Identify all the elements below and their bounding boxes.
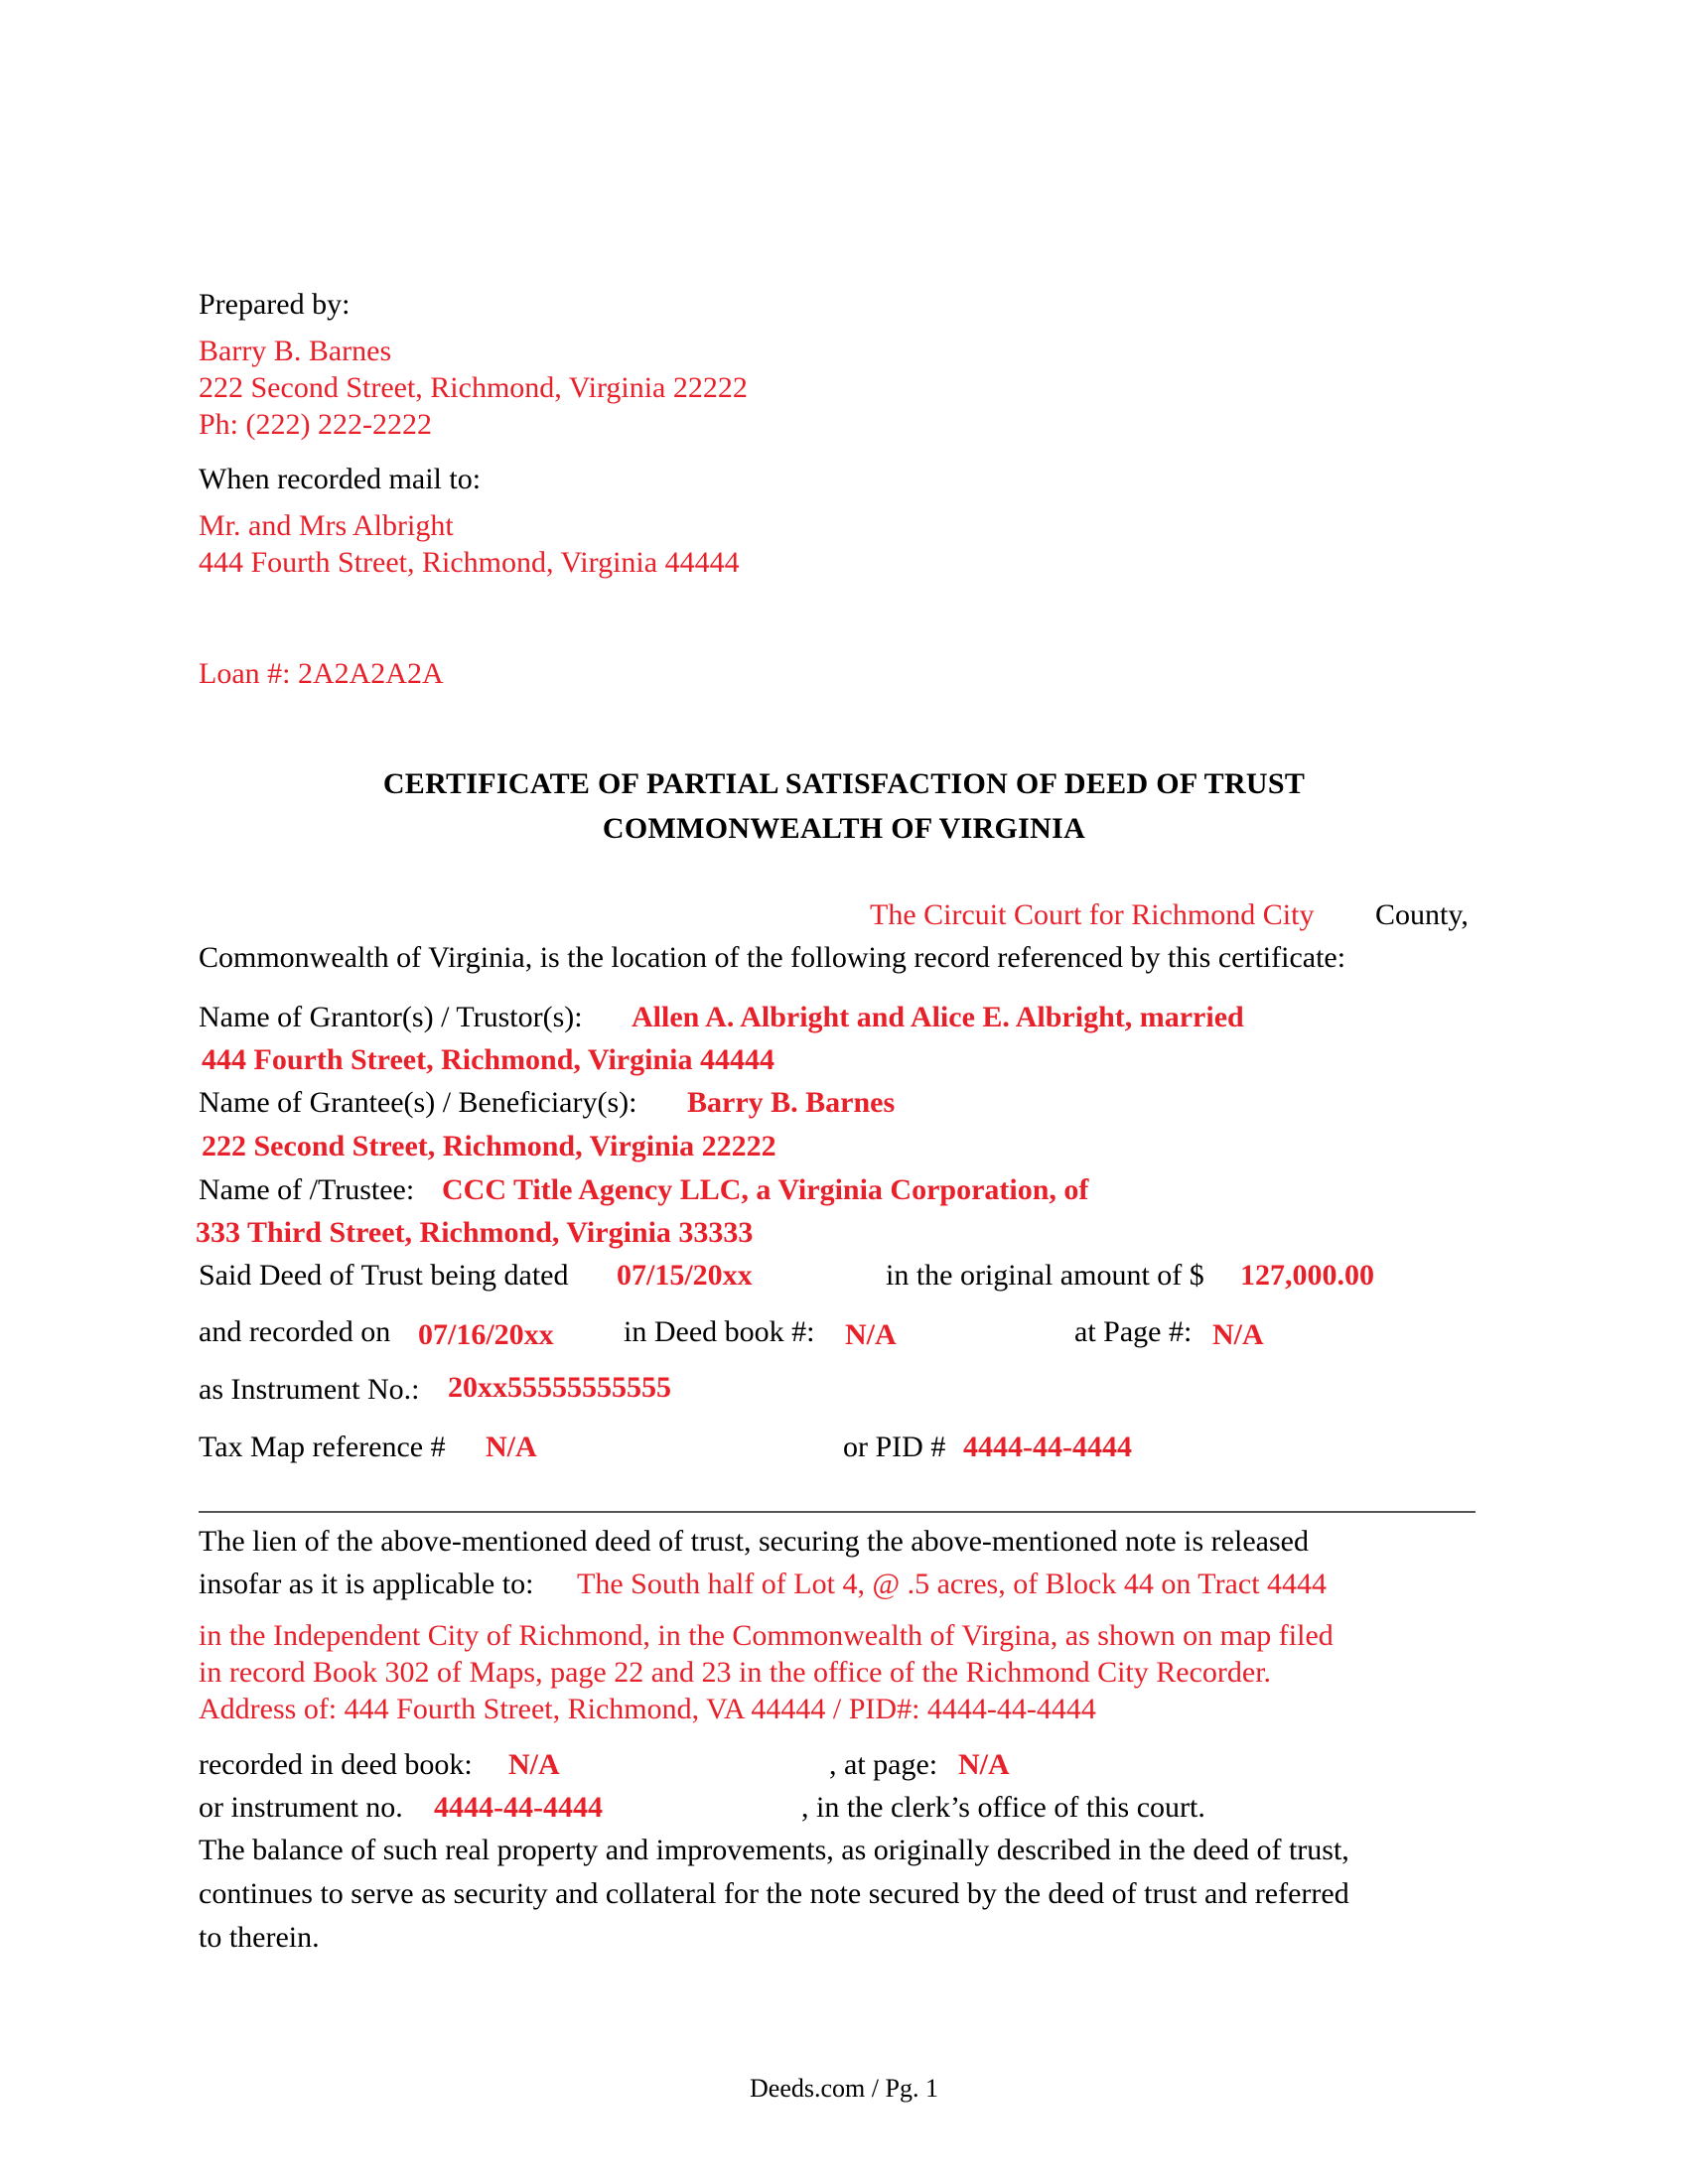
mail-to-label: When recorded mail to: xyxy=(199,463,482,495)
recorded-on-label: and recorded on xyxy=(199,1315,391,1348)
lien-applicable-value: The South half of Lot 4, @ .5 acres, of Block 44 on Tract 4444 xyxy=(577,1568,1328,1600)
clerk-office-text: , in the clerk’s office of this court. xyxy=(801,1791,1205,1824)
instrument-value: 20xx55555555555 xyxy=(448,1371,671,1404)
balance-line-2: continues to serve as security and collateral for the note secured by the deed of trust and referred xyxy=(199,1877,1349,1910)
lien-line-1: The lien of the above-mentioned deed of trust, securing the above-mentioned note is released xyxy=(199,1525,1309,1558)
recorded-instrument-value: 4444-44-4444 xyxy=(434,1791,603,1824)
deed-book-value: N/A xyxy=(845,1318,897,1351)
pid-label: or PID # xyxy=(843,1431,946,1463)
recorded-page-value: N/A xyxy=(958,1748,1010,1781)
preparer-phone: Ph: (222) 222-2222 xyxy=(199,408,432,441)
recorded-on-value: 07/16/20xx xyxy=(418,1318,554,1351)
grantor-name: Allen A. Albright and Alice E. Albright, married xyxy=(632,1001,1244,1033)
document-title: CERTIFICATE OF PARTIAL SATISFACTION OF DEED OF TRUST xyxy=(382,767,1306,800)
grantor-label: Name of Grantor(s) / Trustor(s): xyxy=(199,1001,583,1033)
prepared-by-label: Prepared by: xyxy=(199,288,351,321)
grantee-name: Barry B. Barnes xyxy=(687,1086,896,1119)
preparer-address: 222 Second Street, Richmond, Virginia 22222 xyxy=(199,371,748,404)
court-name: The Circuit Court for Richmond City xyxy=(870,898,1315,931)
trustee-label: Name of /Trustee: xyxy=(199,1173,415,1206)
deed-dated-value: 07/15/20xx xyxy=(617,1259,753,1292)
preparer-name: Barry B. Barnes xyxy=(199,335,392,367)
grantee-label: Name of Grantee(s) / Beneficiary(s): xyxy=(199,1086,637,1119)
trustee-name: CCC Title Agency LLC, a Virginia Corporation, of xyxy=(442,1173,1089,1206)
balance-line-1: The balance of such real property and improvements, as originally described in the deed of trust, xyxy=(199,1834,1349,1866)
recorded-book-label: recorded in deed book: xyxy=(199,1748,473,1781)
lien-applicable-label: insofar as it is applicable to: xyxy=(199,1568,534,1600)
deed-book-label: in Deed book #: xyxy=(624,1315,815,1348)
original-amount-label: in the original amount of $ xyxy=(886,1259,1204,1292)
trustee-address: 333 Third Street, Richmond, Virginia 33333 xyxy=(196,1216,754,1249)
balance-line-3: to therein. xyxy=(199,1921,320,1954)
mail-to-name: Mr. and Mrs Albright xyxy=(199,509,454,542)
page-label: at Page #: xyxy=(1074,1315,1193,1348)
legal-description-line-3: Address of: 444 Fourth Street, Richmond, VA 44444 / PID#: 4444-44-4444 xyxy=(199,1693,1096,1725)
recorded-page-label: , at page: xyxy=(829,1748,938,1781)
county-label: County, xyxy=(1375,898,1469,931)
mail-to-address: 444 Fourth Street, Richmond, Virginia 44444 xyxy=(199,546,740,579)
instrument-label: as Instrument No.: xyxy=(199,1373,420,1406)
divider-line xyxy=(199,1511,1476,1513)
page-footer: Deeds.com / Pg. 1 xyxy=(750,2074,938,2103)
deed-dated-label: Said Deed of Trust being dated xyxy=(199,1259,569,1292)
legal-description-line-2: in record Book 302 of Maps, page 22 and 23 in the office of the Richmond City Recorder. xyxy=(199,1656,1272,1689)
tax-map-label: Tax Map reference # xyxy=(199,1431,446,1463)
grantee-address: 222 Second Street, Richmond, Virginia 22222 xyxy=(202,1130,776,1162)
pid-value: 4444-44-4444 xyxy=(963,1431,1132,1463)
recorded-instrument-label: or instrument no. xyxy=(199,1791,403,1824)
legal-description-line-1: in the Independent City of Richmond, in the Commonwealth of Virgina, as shown on map filed xyxy=(199,1619,1334,1652)
location-text: Commonwealth of Virginia, is the location of the following record referenced by this certificate: xyxy=(199,941,1346,974)
page-value: N/A xyxy=(1212,1318,1264,1351)
document-subtitle: COMMONWEALTH OF VIRGINIA xyxy=(602,812,1086,845)
grantor-address: 444 Fourth Street, Richmond, Virginia 44444 xyxy=(202,1043,774,1076)
loan-number: Loan #: 2A2A2A2A xyxy=(199,657,444,690)
original-amount-value: 127,000.00 xyxy=(1240,1259,1374,1292)
tax-map-value: N/A xyxy=(486,1431,537,1463)
recorded-book-value: N/A xyxy=(508,1748,560,1781)
